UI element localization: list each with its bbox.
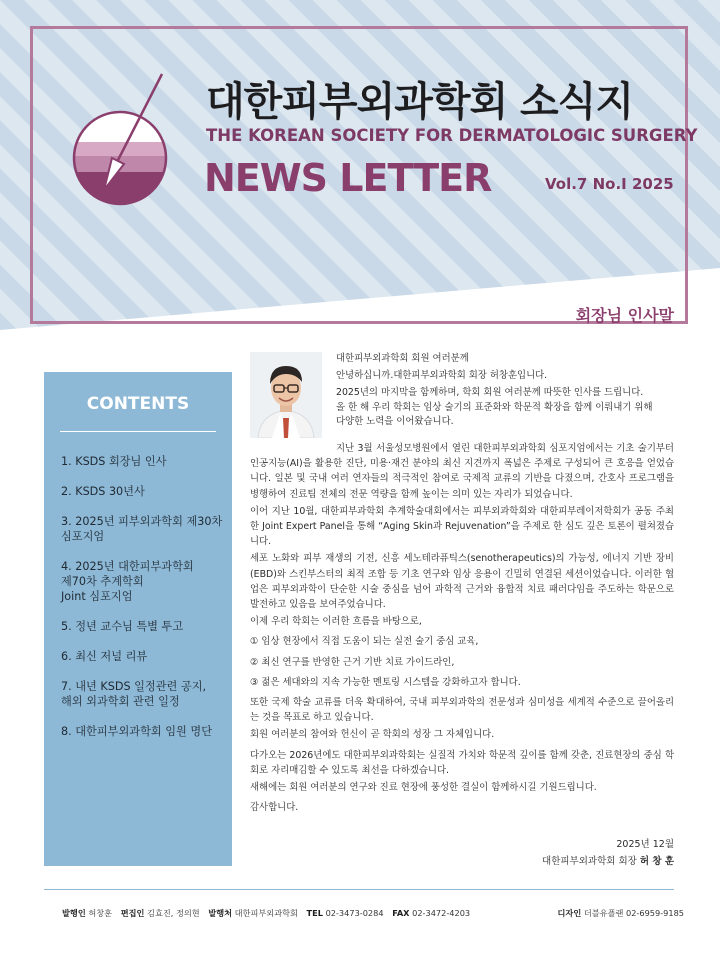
letter-paragraph: 회원 여러분의 참여와 헌신이 곧 학회의 성장 그 자체입니다. xyxy=(250,729,495,741)
letter-paragraph: 다가오는 2026년에도 대한피부외과학회는 실질적 가치와 학문적 깊이를 함께 갖춘, 진료현장의 중심 학회로 자리매김할 수 있도록 최선을 다하겠습니다. xyxy=(250,749,674,776)
signature-date: 2025년 12월 xyxy=(616,839,674,850)
president-portrait-icon xyxy=(250,352,322,438)
letter-paragraph: 지난 3월 서울성모병원에서 열린 대한피부외과학회 심포지엄에서는 기초 술기부터 인공지능(AI)을 활용한 진단, 미용·재건 분야의 최신 지견까지 폭넓은 주제로 구성되어 큰 호응을 얻었습니다. 일본 및 국내 여러 연자들의 적극적인 참여로 국제적 교류의 기반을 다졌으며, 간호사 프로그램을 병행하여 진료팀 전체의 전문 역량을 함께 높이는 의미 있는 자리가 되었습니다. xyxy=(250,443,674,500)
letter-line: 대한피부외과학회 회원 여러분께 xyxy=(336,353,469,364)
scalpel-skin-layers-icon xyxy=(64,66,176,206)
contents-divider xyxy=(60,431,216,432)
signature-name: 허 창 훈 xyxy=(639,856,674,867)
letter-line: 안녕하십니까.대한피부외과학회 회장 허창훈입니다. xyxy=(336,370,548,381)
contents-item[interactable]: 3. 2025년 피부외과학회 제30차 심포지엄 xyxy=(61,515,223,543)
editor-label: 편집인 xyxy=(120,908,145,918)
letter-paragraph: 새해에는 회원 여러분의 연구와 진료 현장에 풍성한 결실이 함께하시길 기원드립니다. xyxy=(250,782,597,794)
signature-title: 대한피부외과학회 회장 xyxy=(542,856,637,867)
designer-label: 디자인 xyxy=(557,908,582,918)
letter-line: 2025년의 마지막을 함께하며, 학회 회원 여러분께 따뜻한 인사를 드립니다. xyxy=(336,387,644,398)
letter-line: 올 한 해 우리 학회는 임상 술기의 표준화와 학문적 확장을 함께 이뤄내기 위해 xyxy=(336,402,653,413)
volume-label: Vol.7 No.I 2025 xyxy=(545,175,674,193)
tel-value[interactable]: 02-3473-0284 xyxy=(325,908,384,918)
letter-paragraph: 이제 우리 학회는 이러한 흐름을 바탕으로, xyxy=(250,616,422,628)
letter-paragraph: ① 임상 현장에서 직접 도움이 되는 실전 술기 중심 교육, xyxy=(250,636,479,648)
letter-body xyxy=(250,441,674,820)
issuer-value: 대한피부외과학회 xyxy=(234,908,298,918)
contents-item[interactable]: 2. KSDS 30년사 xyxy=(61,485,145,498)
tel-label: TEL xyxy=(306,908,323,918)
newsletter-title-korean: 대한피부외과학회 소식지 xyxy=(206,79,633,125)
footer-designer-info xyxy=(558,908,685,919)
footer-divider xyxy=(44,889,674,890)
letter-paragraph: 세포 노화와 피부 재생의 기전, 신흥 세노테라퓨틱스(senotherapeutics)의 가능성, 에너지 기반 장비(EBD)와 스킨부스터의 최적 조합 등 기초 연구와 임상 응용이 긴밀히 연결된 세션이었습니다. 이러한 협업은 피부외과학이 단순한 시술 중심을 넘어 과학적 근거와 융합적 치료 패러다임을 주도하는 학문으로 발전하고 있음을 보여주었습니다. xyxy=(250,553,674,611)
letter-line: 다양한 노력을 이어왔습니다. xyxy=(336,416,454,427)
publisher-label: 발행인 xyxy=(62,908,86,918)
publisher-value: 허창훈 xyxy=(88,908,113,918)
letter-greeting xyxy=(336,350,674,429)
fax-value: 02-3472-4203 xyxy=(412,908,471,918)
fax-label: FAX xyxy=(392,908,410,918)
society-name-english: THE KOREAN SOCIETY FOR DERMATOLOGIC SURGERY xyxy=(206,126,698,145)
signature xyxy=(542,853,674,867)
contents-item[interactable]: 6. 최신 저널 리뷰 xyxy=(61,650,148,663)
contents-sidebar xyxy=(44,372,232,866)
contents-list xyxy=(61,454,227,754)
editor-value: 김효진, 정의현 xyxy=(147,908,200,918)
letter-paragraph: 이어 지난 10월, 대한피부과학회 추계학술대회에서는 피부외과학회와 대한피부레이저학회가 공동 주최한 Joint Expert Panel을 통해 “Aging Skin과 Rejuvenation”을 주제로 한 심도 깊은 토론이 펼쳐졌습니다. xyxy=(250,505,674,548)
contents-item[interactable]: 7. 내년 KSDS 일정관련 공지, 해외 외과학회 관련 일정 xyxy=(61,680,207,708)
contents-item[interactable]: 8. 대한피부외과학회 임원 명단 xyxy=(61,725,213,738)
contents-item[interactable]: 4. 2025년 대한피부과학회 제70차 추계학회 Joint 심포지엄 xyxy=(61,560,194,603)
letter-paragraph: ② 최신 연구를 반영한 근거 기반 치료 가이드라인, xyxy=(250,656,455,668)
contents-item[interactable]: 1. KSDS 회장님 인사 xyxy=(61,455,167,468)
issuer-label: 발행처 xyxy=(208,908,233,918)
contents-item[interactable]: 5. 정년 교수님 특별 투고 xyxy=(61,620,184,633)
letter-paragraph: 또한 국제 학술 교류를 더욱 확대하여, 국내 피부외과학의 전문성과 심미성을 세계적 수준으로 끌어올리는 것을 목표로 하고 있습니다. xyxy=(250,697,674,724)
contents-title: CONTENTS xyxy=(86,394,190,414)
designer-value: 더블유플랜 02-6959-9185 xyxy=(583,908,684,918)
section-heading: 회장님 인사말 xyxy=(575,306,674,325)
letter-paragraph: 감사합니다. xyxy=(250,802,299,814)
newsletter-label: NEWS LETTER xyxy=(204,156,492,200)
letter-paragraph: ③ 젊은 세대와의 지속 가능한 멘토링 시스템을 강화하고자 합니다. xyxy=(250,676,521,688)
